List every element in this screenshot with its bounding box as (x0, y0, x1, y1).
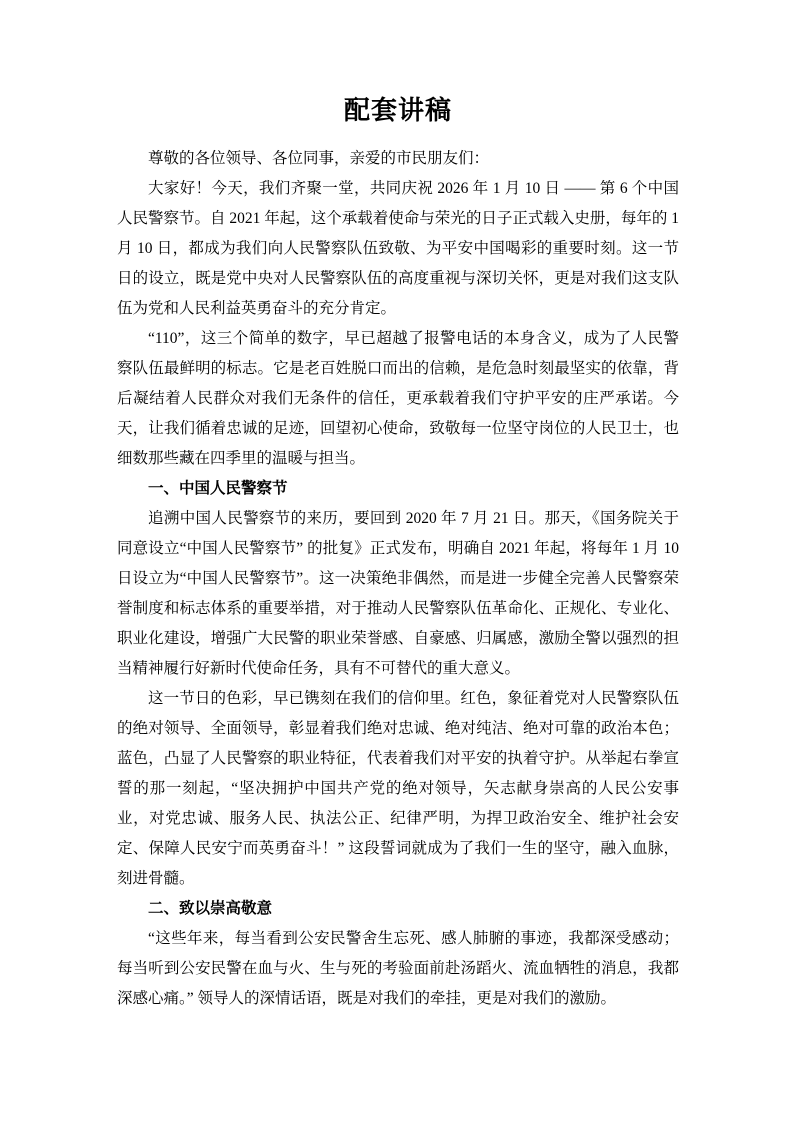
section-heading: 二、致以崇高敬意 (148, 900, 273, 917)
paragraph: 这一节日的色彩，早已镌刻在我们的信仰里。红色，象征着党对人民警察队伍的绝对领导、全面领导，彰显着我们绝对忠诚、绝对纯洁、绝对可靠的政治本色；蓝色，凸显了人民警察的职业特征，代表着我们对平安的执着守护。从举起右拳宣誓的那一刻起，“坚决拥护中国共产党的绝对领导，矢志献身崇高的人民公安事业，对党忠诚、服务人民、执法公正、纪律严明，为捍卫政治安全、维护社会安定、保障人民安宁而英勇奋斗！” 这段誓词就成为了我们一生的坚守，融入血脉，刻进骨髓。 (117, 690, 679, 887)
paragraph: “110”，这三个简单的数字，早已超越了报警电话的本身含义，成为了人民警察队伍最鲜明的标志。它是老百姓脱口而出的信赖，是危急时刻最坚实的依靠，背后凝结着人民群众对我们无条件的信任，更承载着我们守护平安的庄严承诺。今天，让我们循着忠诚的足迹，回望初心使命，致敬每一位坚守岗位的人民卫士，也细数那些藏在四季里的温暖与担当。 (117, 330, 679, 467)
section-heading: 一、中国人民警察节 (148, 480, 288, 497)
paragraph: “这些年来，每当看到公安民警舍生忘死、感人肺腑的事迹，我都深受感动；每当听到公安民警在血与火、生与死的考验面前赴汤蹈火、流血牺牲的消息，我都深感心痛。” 领导人的深情话语，既是对我们的牵挂，更是对我们的激励。 (117, 930, 679, 1007)
document-title: 配套讲稿 (343, 96, 452, 125)
paragraph: 尊敬的各位领导、各位同事，亲爱的市民朋友们： (148, 150, 490, 167)
paragraph: 追溯中国人民警察节的来历，要回到 2020 年 7 月 21 日。那天，《国务院关于同意设立“中国人民警察节” 的批复》正式发布，明确自 2021 年起，将每年 1 月 10 日设立为“中国人民警察节”。这一决策绝非偶然，而是进一步健全完善人民警察荣誉制度和标志体系的重要举措，对于推动人民警察队伍革命化、正规化、专业化、职业化建设，增强广大民警的职业荣誉感、自豪感、归属感，激励全警以强烈的担当精神履行好新时代使命任务，具有不可替代的重大意义。 (117, 510, 679, 677)
document-body (117, 144, 679, 1014)
paragraph: 大家好！今天，我们齐聚一堂，共同庆祝 2026 年 1 月 10 日 —— 第 6 个中国人民警察节。自 2021 年起，这个承载着使命与荣光的日子正式载入史册，每年的 1 月 10 日，都成为我们向人民警察队伍致敬、为平安中国喝彩的重要时刻。这一节日的设立，既是党中央对人民警察队伍的高度重视与深切关怀，更是对我们这支队伍为党和人民利益英勇奋斗的充分肯定。 (117, 180, 679, 317)
document-content (117, 94, 679, 1014)
